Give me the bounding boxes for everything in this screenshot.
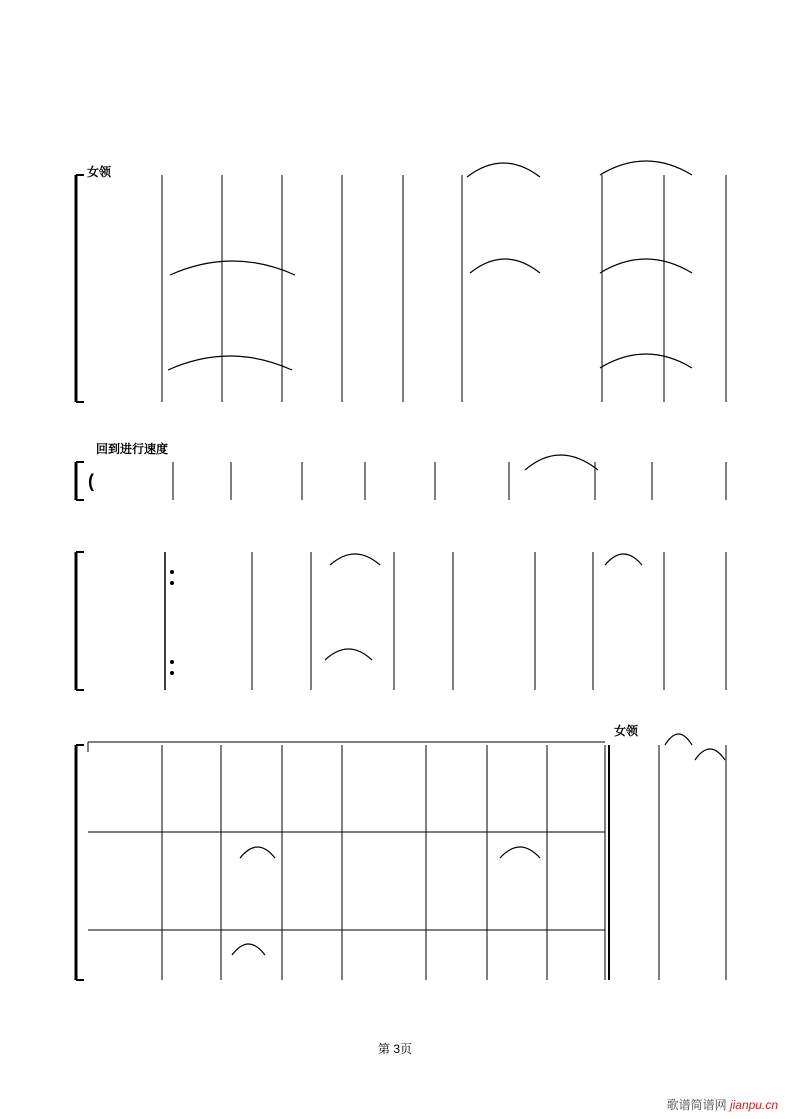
slur-sys4-0 xyxy=(240,847,275,858)
watermark: 歌谱简谱网 jianpu.cn xyxy=(666,1098,778,1112)
slur-sys3-1 xyxy=(605,554,642,565)
open-paren: ( xyxy=(88,471,94,491)
slur-sys4-3 xyxy=(665,734,692,745)
tempo-marking: 回到进行速度 xyxy=(96,442,169,456)
slur-sys1-6 xyxy=(600,354,692,368)
slur-sys3-0 xyxy=(330,554,380,565)
slur-sys3-2 xyxy=(325,649,372,660)
repeat-dot xyxy=(170,581,174,585)
slur-sys1-3 xyxy=(470,259,540,273)
repeat-dot xyxy=(170,660,174,664)
slur-sys1-0 xyxy=(467,163,540,177)
slur-sys4-2 xyxy=(232,944,265,955)
repeat-dot xyxy=(170,570,174,574)
slur-sys4-1 xyxy=(500,847,540,858)
slur-sys1-4 xyxy=(600,259,692,273)
slur-sys4-4 xyxy=(695,749,725,760)
solo-label-2: 女领 xyxy=(614,724,639,738)
repeat-dot xyxy=(170,671,174,675)
slur-sys1-5 xyxy=(168,356,292,370)
slur-sys2-0 xyxy=(525,455,598,470)
solo-label-1: 女领 xyxy=(87,165,112,179)
page-number: 第 3页 xyxy=(377,1042,412,1056)
slur-sys1-2 xyxy=(170,261,295,275)
slur-sys1-1 xyxy=(600,161,692,175)
